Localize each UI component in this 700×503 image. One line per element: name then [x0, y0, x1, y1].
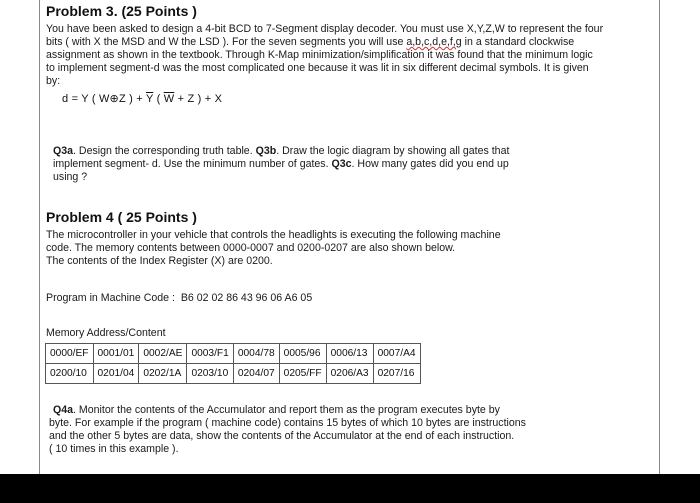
memory-cell: 0003/F1 [187, 344, 233, 364]
problem3-line-3: assignment as shown in the textbook. Through K-Map minimization/simplification it was found that the minimum logic [46, 49, 593, 61]
formula-w-bar: $\overline{W}$ [163, 93, 175, 105]
problem4-line-2: code. The memory contents between 0000-0007 and 0200-0207 are also shown below. [46, 242, 456, 254]
q4-line-4: ( 10 times in this example ). [49, 443, 179, 455]
problem4-description [46, 229, 501, 268]
q4-line-3: and the other 5 bytes are data, show the contents of the Accumulator at the end of each instruction. [49, 430, 515, 442]
q3-line-3: using ? [53, 171, 88, 183]
bottom-black-bar [0, 474, 700, 503]
formula-part-3: + Z ) + X [177, 93, 223, 105]
problem3-line-2-tail: in a standard clockwise [464, 36, 575, 48]
memory-cell: 0203/10 [187, 364, 233, 384]
memory-cell: 0001/01 [93, 344, 139, 364]
memory-cell: 0006/13 [326, 344, 373, 364]
problem3-line-1: You have been asked to design a 4-bit BCD to 7-Segment display decoder. You must use X,Y,Z,W to represent the four [46, 23, 604, 35]
memory-cell: 0002/AE [139, 344, 187, 364]
problem3-description [46, 23, 603, 88]
problem3-title: Problem 3. (25 Points ) [46, 3, 197, 19]
program-line-text [46, 292, 312, 305]
q4a-label: Q4a [53, 404, 74, 416]
program-line [46, 292, 312, 305]
q3a-label: Q3a [53, 145, 74, 157]
memory-cell: 0201/04 [93, 364, 139, 384]
formula-y-bar: $\overline{Y}$ [145, 93, 154, 105]
segment-d-formula [62, 92, 222, 105]
memory-cell: 0005/96 [279, 344, 326, 364]
q3b-label: Q3b [255, 145, 277, 157]
problem4-line-3: The contents of the Index Register (X) are 0200. [46, 255, 273, 267]
q3-line-2 [53, 158, 509, 171]
q4-line-1-text: . Monitor the contents of the Accumulator and report them as the program executes byte by [73, 404, 500, 416]
problem4-title: Problem 4 ( 25 Points ) [46, 209, 197, 225]
memory-heading: Memory Address/Content [46, 327, 166, 339]
memory-table-body [46, 344, 421, 384]
program-code: B6 02 02 86 43 96 06 A6 05 [180, 292, 313, 304]
memory-cell: 0205/FF [279, 364, 326, 384]
memory-table-row [46, 344, 421, 364]
problem4-line-1: The microcontroller in your vehicle that controls the headlights is executing the following machine [46, 229, 501, 241]
q4-line-1 [53, 404, 526, 417]
q3-line-1 [53, 145, 509, 158]
program-label: Program in Machine Code : [46, 292, 175, 304]
problem3-line-4: to implement segment-d was the most complicated one because it was lit in six different decimal symbols. It is given [46, 62, 589, 74]
q3-line-2-text: implement segment- d. Use the minimum number of gates. [53, 158, 329, 170]
memory-cell: 0000/EF [46, 344, 94, 364]
memory-cell: 0206/A3 [326, 364, 373, 384]
q3c-label: Q3c [331, 158, 352, 170]
problem3-line-2 [46, 36, 603, 49]
memory-cell: 0204/07 [233, 364, 279, 384]
q3-questions [53, 145, 509, 184]
formula-part-2: ( [156, 93, 161, 105]
q3a-text: . Design the corresponding truth table. [73, 145, 253, 157]
formula-part-1: d = Y ( W⊕Z ) + [62, 93, 143, 105]
q4-line-2: byte. For example if the program ( machine code) contains 15 bytes of which 10 bytes are instructions [49, 417, 526, 429]
memory-cell: 0207/16 [373, 364, 420, 384]
q4-question [49, 404, 526, 456]
memory-table [45, 343, 421, 384]
memory-cell: 0200/10 [46, 364, 94, 384]
memory-cell: 0004/78 [233, 344, 279, 364]
q3c-text: . How many gates did you end up [351, 158, 509, 170]
memory-cell: 0202/1A [139, 364, 187, 384]
memory-cell: 0007/A4 [373, 344, 420, 364]
q3b-text: . Draw the logic diagram by showing all gates that [276, 145, 510, 157]
page-border-right [659, 0, 660, 474]
problem3-line-5: by: [46, 75, 61, 87]
problem3-line-2-text: bits ( with X the MSD and W the LSD ). For the seven segments you will use [46, 36, 404, 48]
memory-table-row [46, 364, 421, 384]
page-border-left [39, 0, 40, 474]
segment-letters: a,b,c,d,e,f,g [406, 36, 462, 48]
